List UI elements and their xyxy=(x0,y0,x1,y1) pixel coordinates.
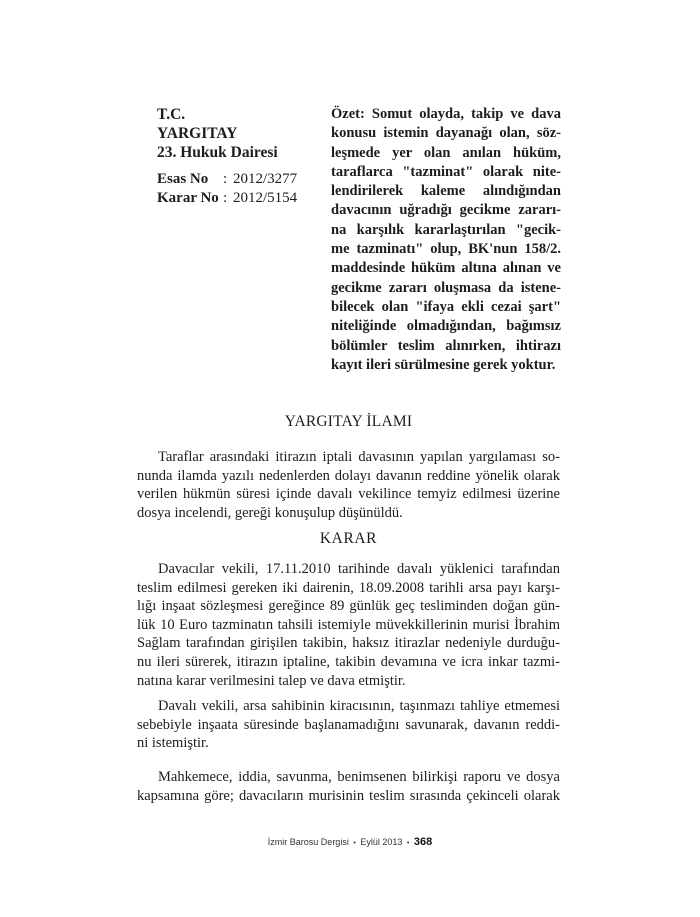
summary-line: kayıt ileri sürülmesine gerek yoktur. xyxy=(331,356,556,373)
paragraph-intro xyxy=(137,448,560,522)
chamber-name: 23. Hukuk Dairesi xyxy=(157,144,278,161)
paragraph-line: teslim edilmesi gereken iki dairenin, 18.09.2008 tarihli arsa payı karşı- xyxy=(137,579,560,596)
esas-number: 2012/3277 xyxy=(233,171,298,187)
issue-date: Eylül 2013 xyxy=(360,837,403,847)
summary-line: taraflarca "tazminat" olarak nite- xyxy=(331,163,561,180)
summary-line: na karşılık kararlaştırılan "gecik- xyxy=(331,221,561,238)
summary-line: Özet: Somut olayda, takip ve dava xyxy=(331,106,561,122)
section-heading-ilam: YARGITAY İLAMI xyxy=(284,413,413,430)
karar-number: 2012/5154 xyxy=(233,190,298,206)
esas-separator: : xyxy=(223,171,228,187)
paragraph-line: ni istemiştir. xyxy=(137,735,209,752)
country-label: T.C. xyxy=(157,106,186,123)
paragraph-line: nu ileri sürerek, itirazın iptaline, takibin devamına ve icra inkar tazmi- xyxy=(137,653,560,670)
journal-name: İzmir Barosu Dergisi xyxy=(267,837,349,847)
paragraph-line: Taraflar arasındaki itirazın iptali davasının yapılan yargılaması so- xyxy=(158,449,560,465)
paragraph-plaintiff xyxy=(137,560,560,690)
paragraph-line: lığı inşaat sözleşmesi gereğince 89 günlük geç tesliminden doğan gün- xyxy=(137,598,560,615)
paragraph-court xyxy=(137,768,560,805)
paragraph-line: nunda ilamda yazılı nedenlerden dolayı davanın reddine yönelik olarak xyxy=(137,467,560,484)
page-footer xyxy=(0,836,700,848)
summary-line: me tazminatı" olup, BK'nun 158/2. xyxy=(331,241,561,258)
summary-line: maddesinde hüküm altına alınan ve xyxy=(331,260,561,277)
court-name: YARGITAY xyxy=(157,125,238,142)
paragraph-line: Sağlam tarafından girişilen takibin, haksız itirazlar nedeniyle durduğu- xyxy=(137,635,560,652)
paragraph-line: sebebiyle inşaata süresinde başlanamadığını savunarak, davanın reddi- xyxy=(137,716,560,733)
court-info xyxy=(157,105,322,208)
karar-separator: : xyxy=(223,190,228,206)
paragraph-defendant xyxy=(137,697,560,753)
section-heading-karar: KARAR xyxy=(319,530,378,547)
paragraph-line: dosya incelendi, gereği konuşulup düşünüldü. xyxy=(137,504,403,521)
karar-row xyxy=(157,189,322,208)
esas-label: Esas No xyxy=(157,171,209,187)
case-summary xyxy=(331,105,561,375)
paragraph-line: kapsamına göre; davacıların murisinin teslim sırasında çekinceli olarak xyxy=(137,787,560,804)
paragraph-line: Mahkemece, iddia, savunma, benimsenen bilirkişi raporu ve dosya xyxy=(158,769,560,785)
page-number: 368 xyxy=(413,836,433,848)
summary-line: lendirilerek kaleme alındığından xyxy=(331,183,561,200)
summary-line: bilecek olan "ifaya ekli cezai şart" xyxy=(331,298,561,315)
footer-bullet: • xyxy=(406,840,410,847)
paragraph-line: lük 10 Euro tazminatın tahsili istemiyle müvekkillerinin murisi İbrahim xyxy=(137,616,560,633)
summary-line: niteliğinde olmadığından, bağımsız xyxy=(331,318,561,335)
karar-label: Karar No xyxy=(157,190,219,206)
paragraph-line: Davalı vekili, arsa sahibinin kiracısının, taşınmazı tahliye etmemesi xyxy=(158,698,560,714)
esas-row xyxy=(157,170,322,189)
case-numbers xyxy=(157,170,322,208)
summary-line: leşmede yer olan anılan hüküm, xyxy=(331,144,561,161)
paragraph-line: Davacılar vekili, 17.11.2010 tarihinde davalı yüklenici tarafından xyxy=(158,561,560,577)
paragraph-line: natına karar verilmesini talep ve dava etmiştir. xyxy=(137,672,406,689)
paragraph-line: verilen hükmün süresi içinde davalı vekilince temyiz edilmesi üzerine xyxy=(137,486,560,503)
summary-line: davacının uğradığı gecikme zararı- xyxy=(331,202,561,219)
summary-line: gecikme zararı oluşmasa da istene- xyxy=(331,279,561,296)
footer-bullet: • xyxy=(353,840,356,847)
summary-line: bölümler teslim alınırken, ihtirazı xyxy=(331,337,561,354)
summary-line: konusu istemin dayanağı olan, söz- xyxy=(331,125,561,142)
